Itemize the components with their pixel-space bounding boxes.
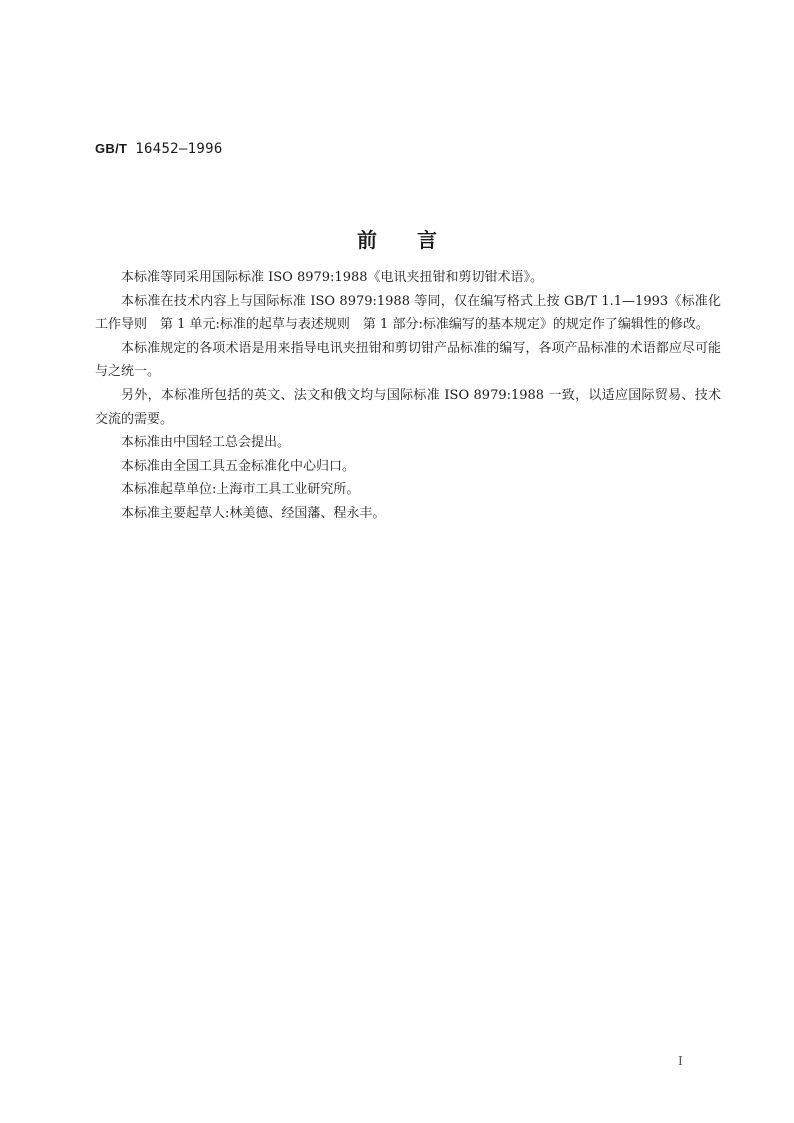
standard-prefix: GB/T	[95, 141, 128, 156]
paragraph-languages: 另外，本标准所包括的英文、法文和俄文均与国际标准 ISO 8979:1988 一致，以适应国际贸易、技术交流的需要。	[95, 387, 721, 427]
page-title: 前言	[357, 228, 477, 252]
standard-number: 16452—1996	[135, 141, 223, 157]
paragraph-proposer: 本标准由中国轻工总会提出。	[121, 435, 291, 451]
paragraph-administration: 本标准由全国工具五金标准化中心归口。	[121, 458, 356, 474]
paragraph-terms: 本标准规定的各项术语是用来指导电讯夹扭钳和剪切钳产品标准的编写，各项产品标准的术语都应尽可能与之统一。	[95, 340, 721, 380]
paragraph-drafters: 本标准主要起草人:林美德、经国藩、程永丰。	[121, 505, 386, 521]
paragraph-format: 本标准在技术内容上与国际标准 ISO 8979:1988 等同，仅在编写格式上按 GB/T 1.1—1993《标准化工作导则 第 1 单元:标准的起草与表述规则 第 1 部分:标准编写的基本规定》的规定作了编辑性的修改。	[95, 293, 721, 333]
standard-code	[95, 141, 223, 157]
foreword-body	[95, 266, 721, 526]
paragraph-drafting-unit: 本标准起草单位:上海市工具工业研究所。	[121, 482, 360, 498]
paragraph-adoption: 本标准等同采用国际标准 ISO 8979:1988《电讯夹扭钳和剪切钳术语》。	[121, 270, 544, 285]
page-number: I	[678, 1054, 683, 1068]
